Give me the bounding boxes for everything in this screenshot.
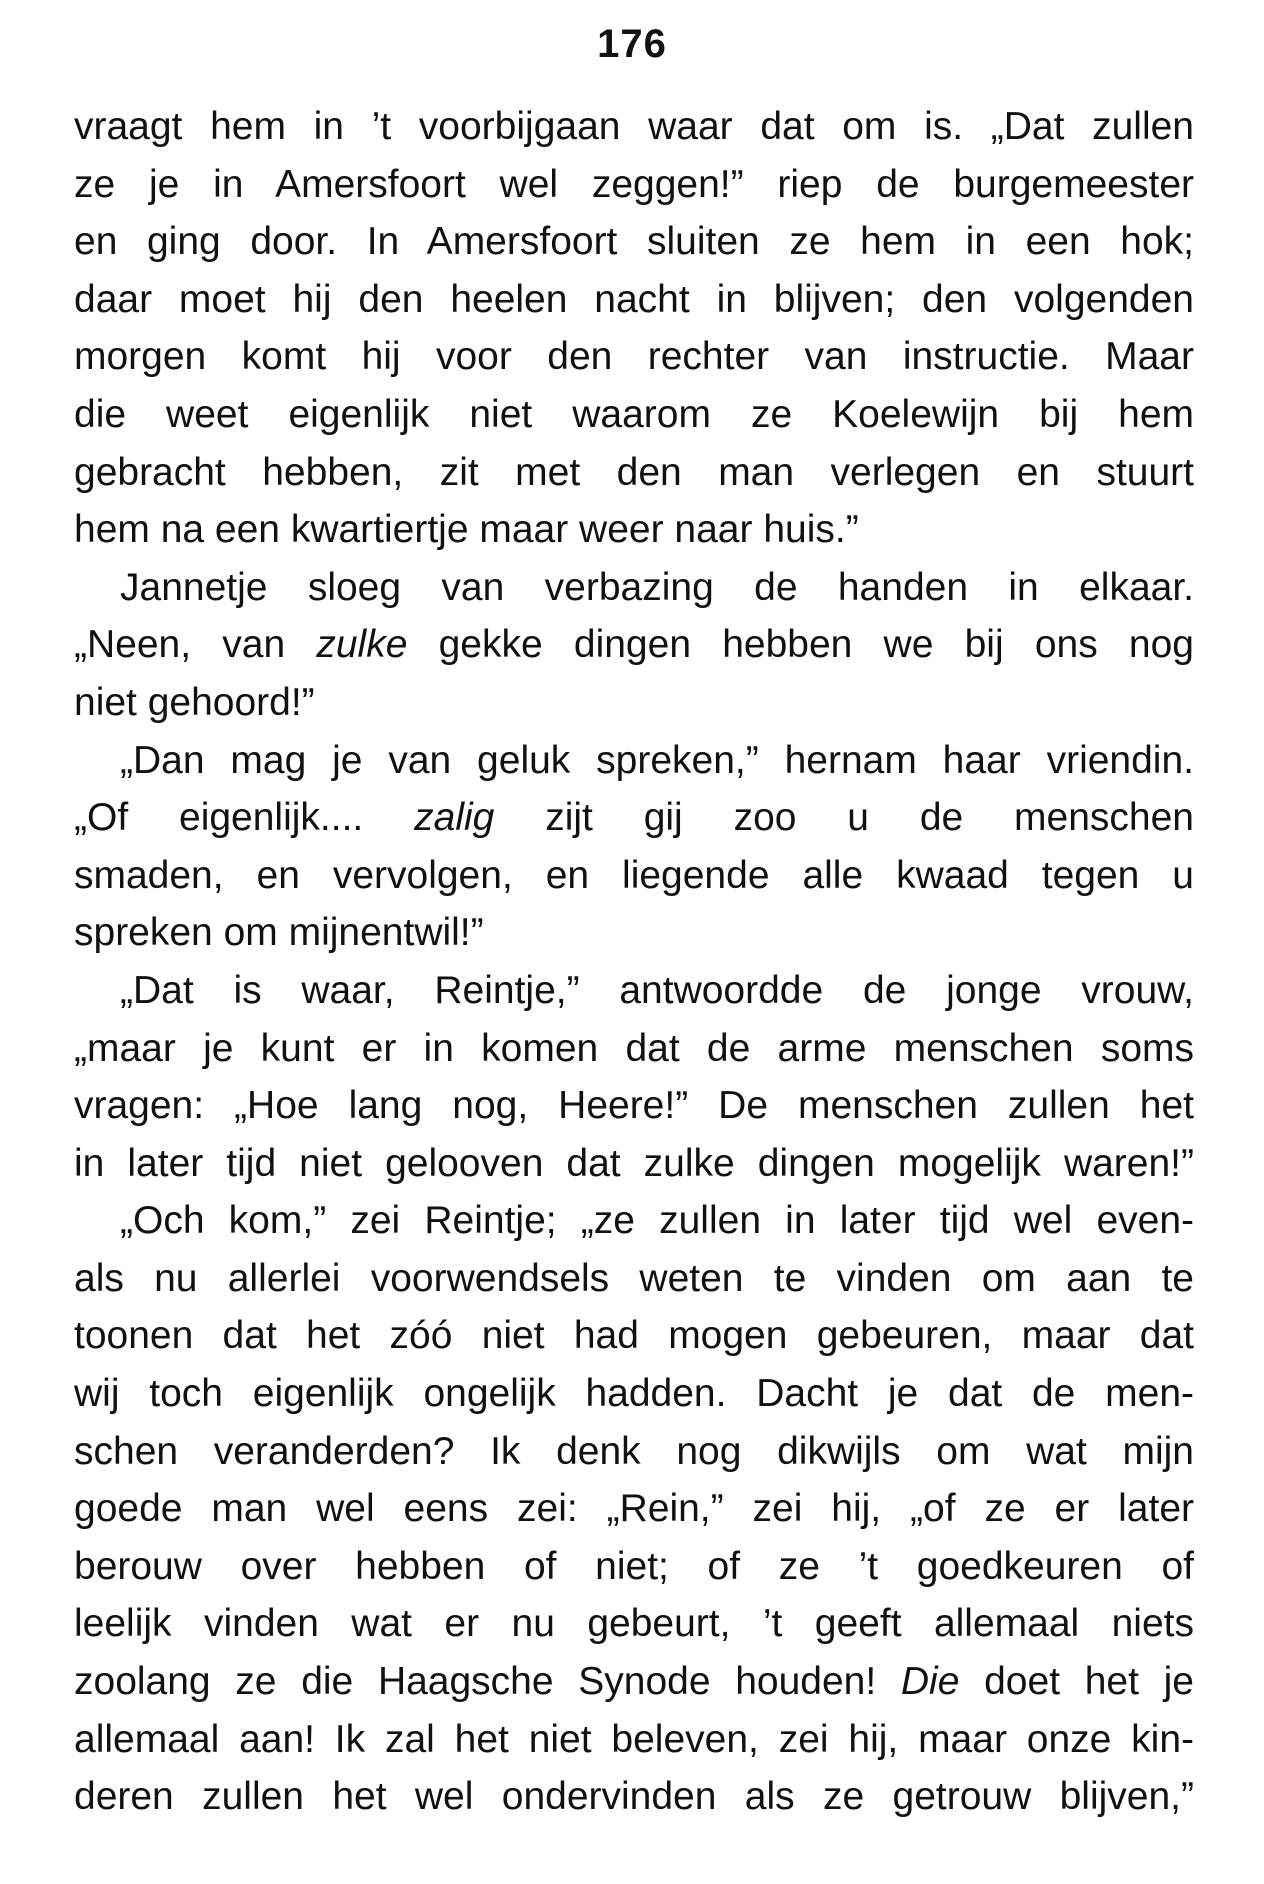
text-line: spreken om mijnentwil!” [74,911,484,955]
text-line: in later tijd niet gelooven dat zulke dingen mogelijk waren!” [74,1141,1194,1185]
text-line: gebracht hebben, zit met den man verlegen en stuurt [74,450,1194,494]
text-line: „Dat is waar, Reintje,” antwoordde de jonge vrouw, [120,968,1194,1012]
text-line: leelijk vinden wat er nu gebeurt, ’t geeft allemaal niets [74,1602,1194,1646]
italic-text: Die [900,1660,960,1704]
text-line: „Och kom,” zei Reintje; „ze zullen in later tijd wel even- [120,1199,1194,1243]
text-line [74,1653,1194,1711]
text-span: „Of eigenlijk.... [74,796,415,840]
text-line: schen veranderden? Ik denk nog dikwijls om wat mijn [74,1429,1194,1473]
text-line: en ging door. In Amersfoort sluiten ze hem in een hok; [74,220,1194,264]
text-line: vragen: „Hoe lang nog, Heere!” De menschen zullen het [74,1084,1194,1128]
text-line: die weet eigenlijk niet waarom ze Koelewijn bij hem [74,392,1194,436]
text-line: hem na een kwartiertje maar weer naar huis.” [74,508,859,552]
text-line: deren zullen het wel ondervinden als ze getrouw blijven,” [74,1775,1194,1819]
text-span: gekke dingen hebben we bij ons nog [407,623,1194,667]
body-text [74,98,1194,1826]
text-line [74,616,1194,674]
text-line [74,789,1194,847]
text-span: doet het je [959,1660,1194,1704]
text-line: niet gehoord!” [74,680,315,724]
text-line: „Dan mag je van geluk spreken,” hernam haar vriendin. [120,738,1194,782]
text-line: wij toch eigenlijk ongelijk hadden. Dacht je dat de men- [74,1372,1194,1416]
text-line: smaden, en vervolgen, en liegende alle kwaad tegen u [74,853,1194,897]
italic-text: zulke [316,623,408,667]
text-line: morgen komt hij voor den rechter van instructie. Maar [74,335,1194,379]
text-line: allemaal aan! Ik zal het niet beleven, zei hij, maar onze kin- [74,1717,1194,1761]
text-line: „maar je kunt er in komen dat de arme menschen soms [74,1026,1194,1070]
text-line: Jannetje sloeg van verbazing de handen in elkaar. [120,565,1194,609]
italic-text: zalig [414,796,495,840]
text-line: toonen dat het zóó niet had mogen gebeuren, maar dat [74,1314,1194,1358]
text-line: ze je in Amersfoort wel zeggen!” riep de burgemeester [74,162,1194,206]
text-span: „Neen, van [74,623,317,667]
text-line: berouw over hebben of niet; of ze ’t goedkeuren of [74,1544,1194,1588]
text-line: vraagt hem in ’t voorbijgaan waar dat om is. „Dat zullen [74,105,1194,148]
text-line: als nu allerlei voorwendsels weten te vinden om aan te [74,1256,1194,1300]
text-line: daar moet hij den heelen nacht in blijven; den volgenden [74,277,1194,321]
text-span: zijt gij zoo u de menschen [494,796,1194,840]
text-line: goede man wel eens zei: „Rein,” zei hij, „of ze er later [74,1487,1194,1531]
text-span: zoolang ze die Haagsche Synode houden! [74,1660,901,1704]
page-number: 176 [597,22,667,66]
